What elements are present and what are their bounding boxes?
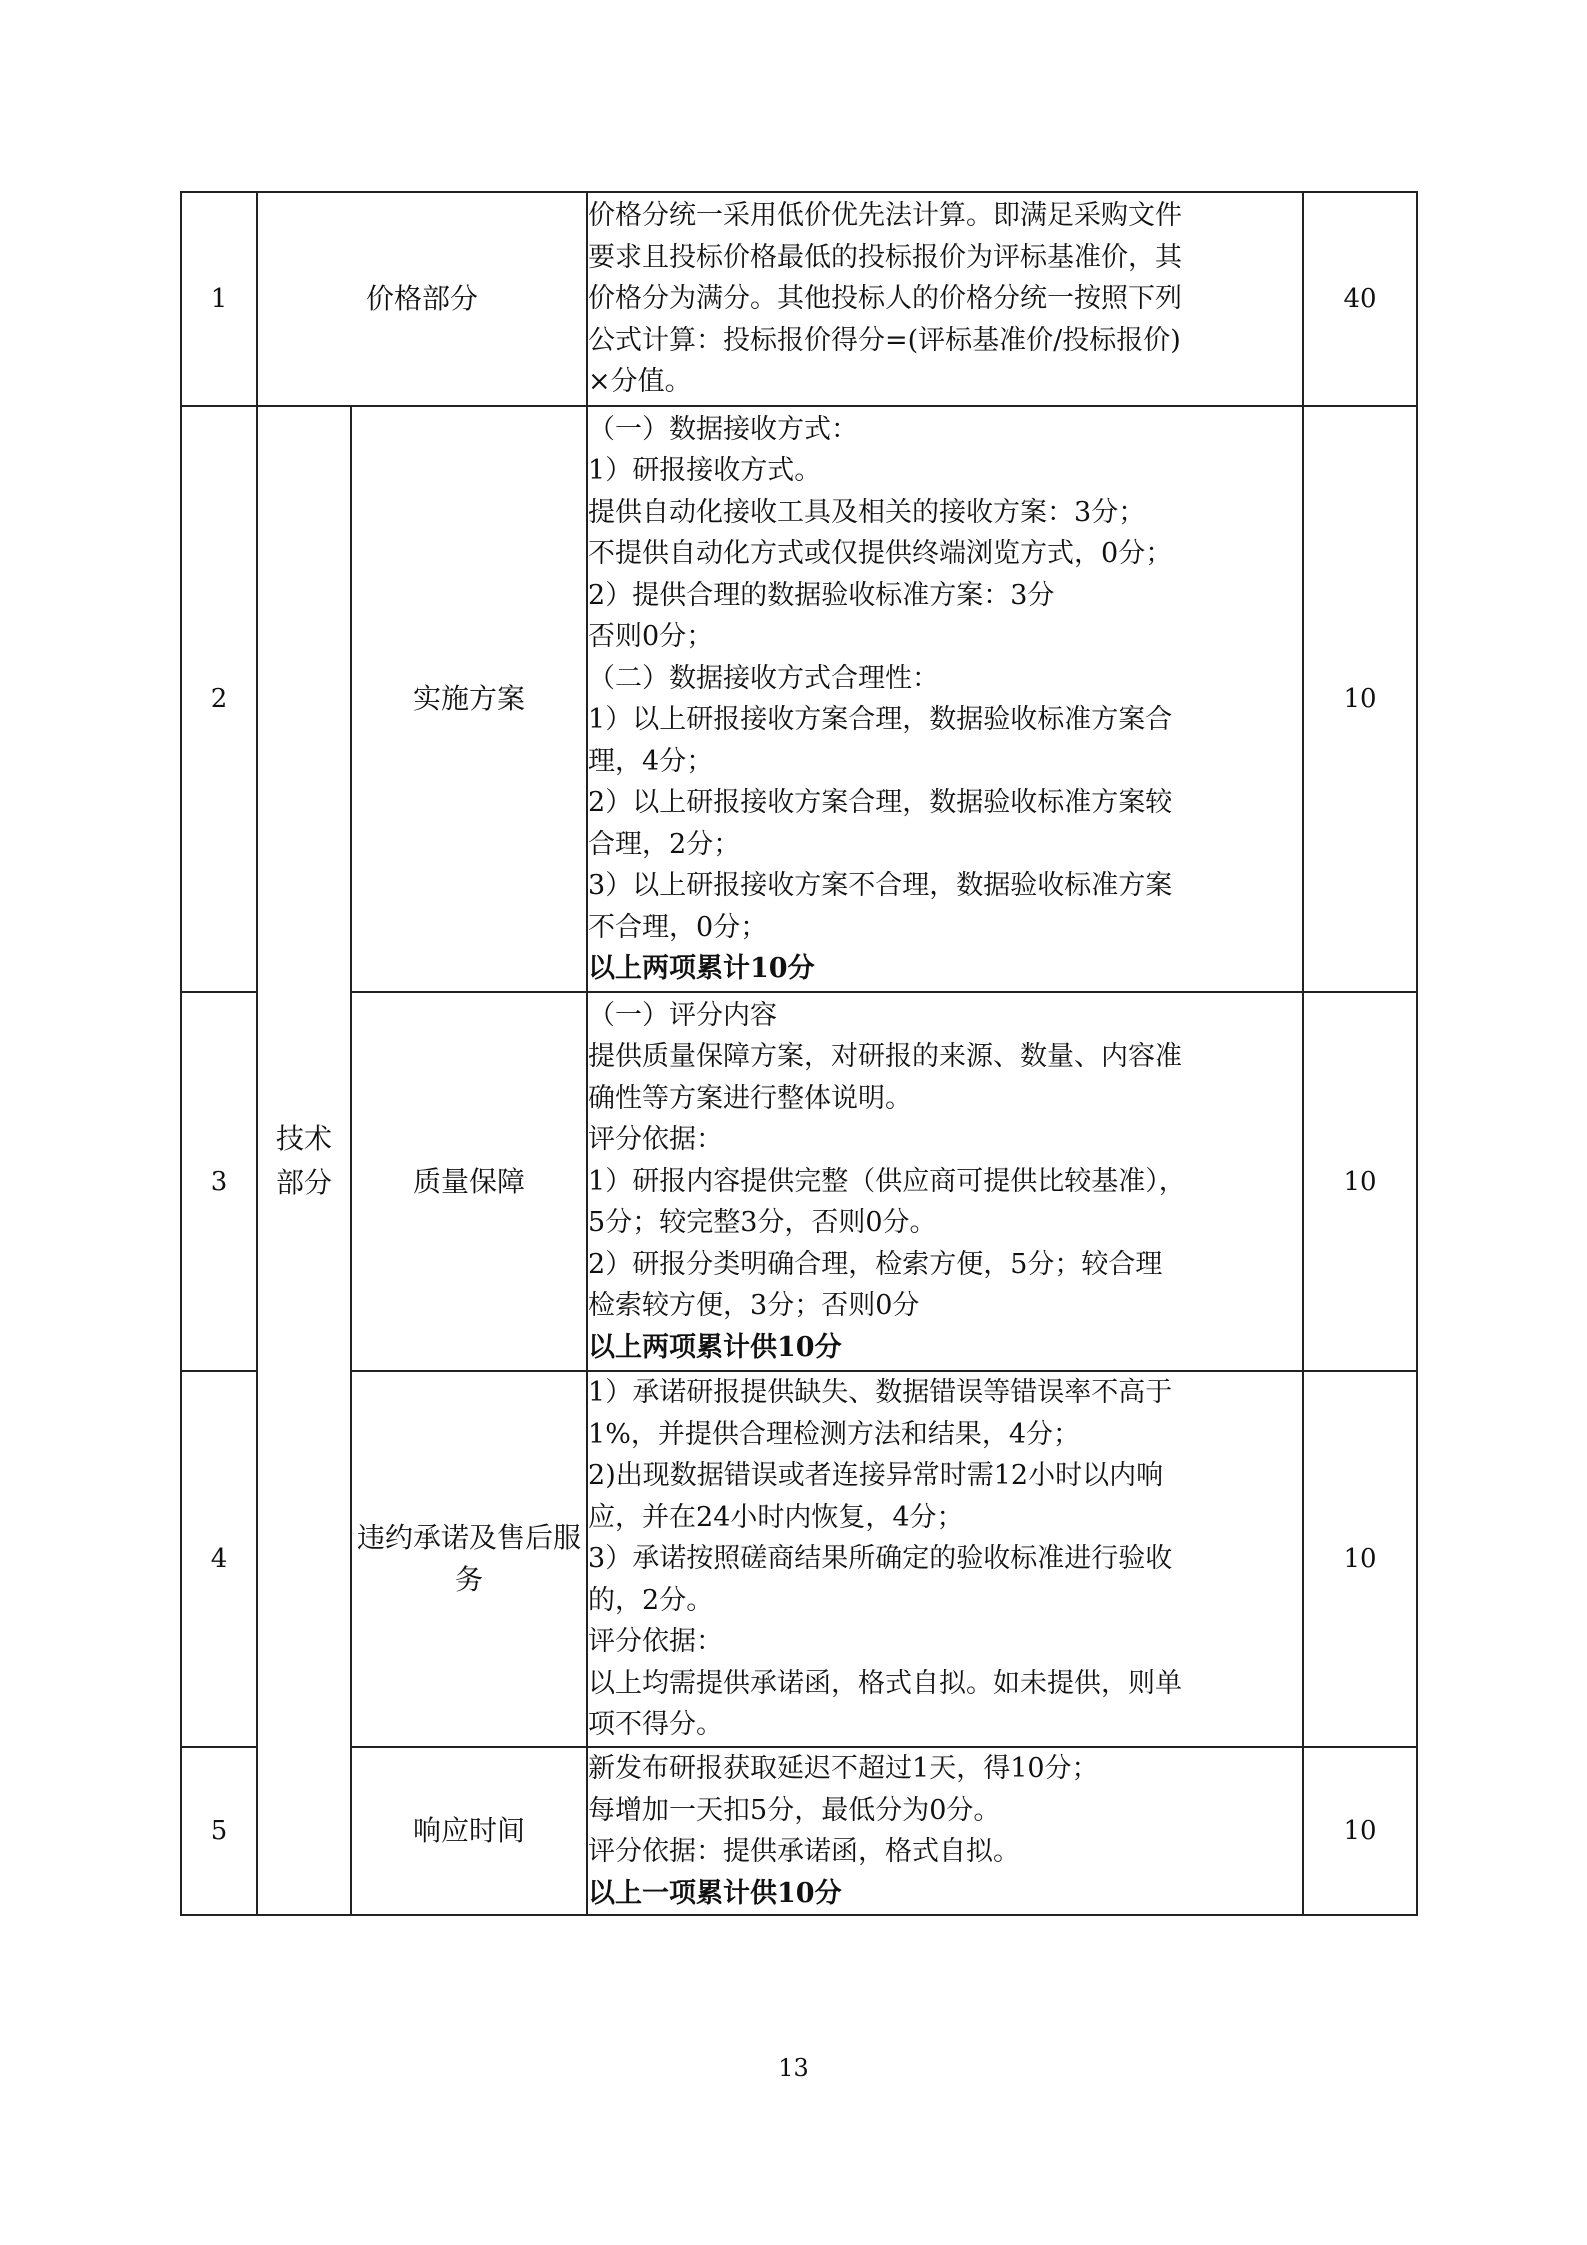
table-row xyxy=(181,1747,1417,1915)
content-cell xyxy=(587,1747,1303,1915)
content-line: 价格分为满分。其他投标人的价格分统一按照下列 xyxy=(588,283,1183,315)
summary-line: 以上两项累计供10分 xyxy=(588,1331,842,1363)
content-line: 3）以上研报接收方案不合理，数据验收标准方案 xyxy=(588,870,1173,901)
content-line: 2）提供合理的数据验收标准方案：3分 xyxy=(588,579,1055,611)
content-line: 提供质量保障方案，对研报的来源、数量、内容准 xyxy=(588,1041,1183,1073)
tech-category-cell xyxy=(257,406,351,1915)
row-number: 5 xyxy=(181,1747,257,1915)
content-line: 每增加一天扣5分，最低分为0分。 xyxy=(588,1794,1001,1826)
content-line: 的，2分。 xyxy=(588,1584,714,1616)
content-line: 2）研报分类明确合理，检索方便，5分；较合理 xyxy=(588,1248,1163,1280)
scoring-table xyxy=(180,191,1418,1916)
content-line: 1）研报内容提供完整（供应商可提供比较基准）， xyxy=(588,1165,1186,1197)
summary-line: 以上两项累计10分 xyxy=(588,953,815,984)
content-cell xyxy=(587,406,1303,992)
table-row xyxy=(181,406,1417,992)
score-cell: 10 xyxy=(1303,1371,1417,1747)
content-line: 确性等方案进行整体说明。 xyxy=(588,1082,913,1114)
content-line: 评分依据： xyxy=(588,1626,724,1658)
content-line: 1）研报接收方式。 xyxy=(588,455,822,486)
content-line: 2)出现数据错误或者连接异常时需12小时以内响 xyxy=(588,1460,1164,1492)
content-line: 新发布研报获取延迟不超过1天，得10分； xyxy=(588,1753,1099,1784)
content-line: 否则0分； xyxy=(588,621,714,652)
tech-category-line: 技术 xyxy=(275,1121,332,1155)
content-line: 评分依据： xyxy=(588,1124,724,1156)
item-cell: 实施方案 xyxy=(351,406,587,992)
content-line: 以上均需提供承诺函，格式自拟。如未提供，则单 xyxy=(588,1667,1183,1699)
content-line: （一）数据接收方式： xyxy=(588,413,859,445)
content-line: 应，并在24小时内恢复，4分； xyxy=(588,1501,964,1533)
content-cell xyxy=(587,1371,1303,1747)
table-row xyxy=(181,192,1417,406)
page-number: 13 xyxy=(778,2054,809,2082)
content-line: ×分值。 xyxy=(588,366,692,398)
row-number: 1 xyxy=(181,192,257,406)
content-line: 项不得分。 xyxy=(588,1709,724,1741)
content-line: 不提供自动化方式或仅提供终端浏览方式，0分； xyxy=(588,538,1173,569)
table-row xyxy=(181,1371,1417,1747)
content-line: 检索较方便，3分；否则0分 xyxy=(588,1290,920,1322)
content-line: 合理，2分； xyxy=(588,828,741,860)
content-line: 要求且投标价格最低的投标报价为评标基准价，其 xyxy=(588,241,1183,273)
content-line: 不合理，0分； xyxy=(588,911,768,943)
content-line: （一）评分内容 xyxy=(588,999,778,1031)
content-line: （二）数据接收方式合理性： xyxy=(588,662,940,694)
score-cell: 10 xyxy=(1303,992,1417,1371)
content-cell xyxy=(587,192,1303,406)
content-line: 评分依据：提供承诺函，格式自拟。 xyxy=(588,1836,1021,1867)
row-number: 3 xyxy=(181,992,257,1371)
content-line: 公式计算：投标报价得分=(评标基准价/投标报价) xyxy=(588,324,1181,356)
score-cell: 10 xyxy=(1303,406,1417,992)
score-cell: 10 xyxy=(1303,1747,1417,1915)
summary-line: 以上一项累计供10分 xyxy=(588,1877,842,1909)
content-line: 5分；较完整3分，否则0分。 xyxy=(588,1207,937,1239)
category-cell: 价格部分 xyxy=(257,192,587,406)
content-line: 1）以上研报接收方案合理，数据验收标准方案合 xyxy=(588,704,1173,735)
content-line: 价格分统一采用低价优先法计算。即满足采购文件 xyxy=(588,200,1183,232)
item-cell: 质量保障 xyxy=(351,992,587,1371)
content-line: 2）以上研报接收方案合理，数据验收标准方案较 xyxy=(588,787,1173,818)
row-number: 4 xyxy=(181,1371,257,1747)
score-cell: 40 xyxy=(1303,192,1417,406)
tech-category-line: 部分 xyxy=(275,1165,332,1199)
content-line: 提供自动化接收工具及相关的接收方案：3分； xyxy=(588,496,1146,528)
content-line: 理，4分； xyxy=(588,745,714,777)
item-cell: 违约承诺及售后服务 xyxy=(351,1371,587,1747)
content-line: 1%，并提供合理检测方法和结果，4分； xyxy=(588,1418,1081,1450)
content-line: 3）承诺按照磋商结果所确定的验收标准进行验收 xyxy=(588,1543,1173,1575)
table-row xyxy=(181,992,1417,1371)
content-line: 1）承诺研报提供缺失、数据错误等错误率不高于 xyxy=(588,1377,1173,1409)
item-cell: 响应时间 xyxy=(351,1747,587,1915)
content-cell xyxy=(587,992,1303,1371)
row-number: 2 xyxy=(181,406,257,992)
